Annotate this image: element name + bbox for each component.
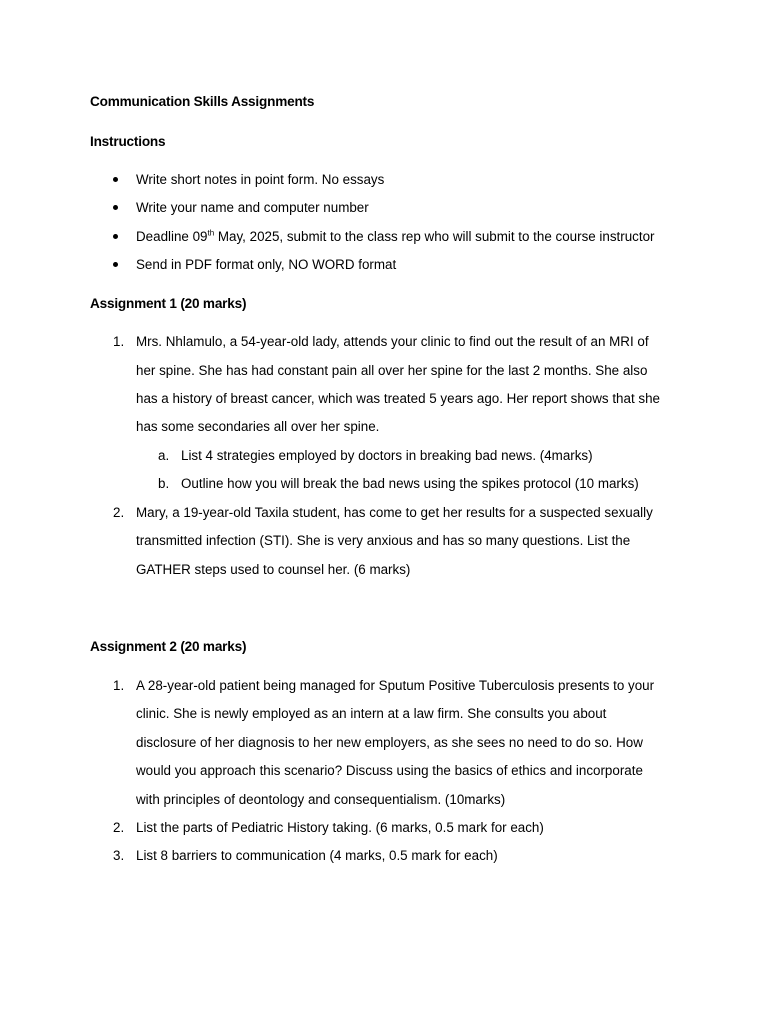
document-title: Communication Skills Assignments: [90, 94, 315, 109]
instruction-item: Send in PDF format only, NO WORD format: [136, 257, 397, 272]
deadline-superscript: th: [207, 228, 215, 238]
list-number: 1.: [113, 334, 125, 349]
question-line: A 28-year-old patient being managed for Sputum Positive Tuberculosis presents to your: [136, 678, 655, 693]
bullet-icon: [113, 234, 118, 239]
list-number: 1.: [113, 678, 125, 693]
question-line: has some secondaries all over her spine.: [136, 419, 380, 434]
list-number: 3.: [113, 848, 125, 863]
bullet-icon: [113, 262, 118, 267]
assignment-2-heading: Assignment 2 (20 marks): [90, 639, 247, 654]
question-line: has a history of breast cancer, which was treated 5 years ago. Her report shows that she: [136, 391, 660, 406]
question-line: List 8 barriers to communication (4 marks, 0.5 mark for each): [136, 848, 498, 863]
question-line: clinic. She is newly employed as an intern at a law firm. She consults you about: [136, 706, 607, 721]
question-line: transmitted infection (STI). She is very anxious and has so many questions. List the: [136, 533, 631, 548]
deadline-text-pre: Deadline 09: [136, 229, 208, 244]
question-line: with principles of deontology and consequentialism. (10marks): [136, 792, 506, 807]
question-line: would you approach this scenario? Discuss using the basics of ethics and incorporate: [136, 763, 643, 778]
sub-list-marker: b.: [158, 476, 170, 491]
sub-list-marker: a.: [158, 448, 170, 463]
question-line: List the parts of Pediatric History taking. (6 marks, 0.5 mark for each): [136, 820, 544, 835]
instruction-item: Write short notes in point form. No essays: [136, 172, 385, 187]
sub-question: List 4 strategies employed by doctors in breaking bad news. (4marks): [181, 448, 593, 463]
question-line: GATHER steps used to counsel her. (6 marks): [136, 562, 411, 577]
bullet-icon: [113, 177, 118, 182]
question-line: her spine. She has had constant pain all over her spine for the last 2 months. She also: [136, 363, 648, 378]
list-number: 2.: [113, 505, 125, 520]
assignment-1-heading: Assignment 1 (20 marks): [90, 296, 247, 311]
instruction-item-deadline: [136, 228, 655, 246]
instructions-heading: Instructions: [90, 134, 166, 149]
question-line: Mary, a 19-year-old Taxila student, has come to get her results for a suspected sexually: [136, 505, 653, 520]
sub-question: Outline how you will break the bad news using the spikes protocol (10 marks): [181, 476, 639, 491]
deadline-text-post: May, 2025, submit to the class rep who will submit to the course instructor: [214, 229, 655, 244]
question-line: Mrs. Nhlamulo, a 54-year-old lady, attends your clinic to find out the result of an MRI of: [136, 334, 649, 349]
instruction-item: Write your name and computer number: [136, 200, 369, 215]
question-line: disclosure of her diagnosis to her new employers, as she sees no need to do so. How: [136, 735, 643, 750]
bullet-icon: [113, 205, 118, 210]
list-number: 2.: [113, 820, 125, 835]
